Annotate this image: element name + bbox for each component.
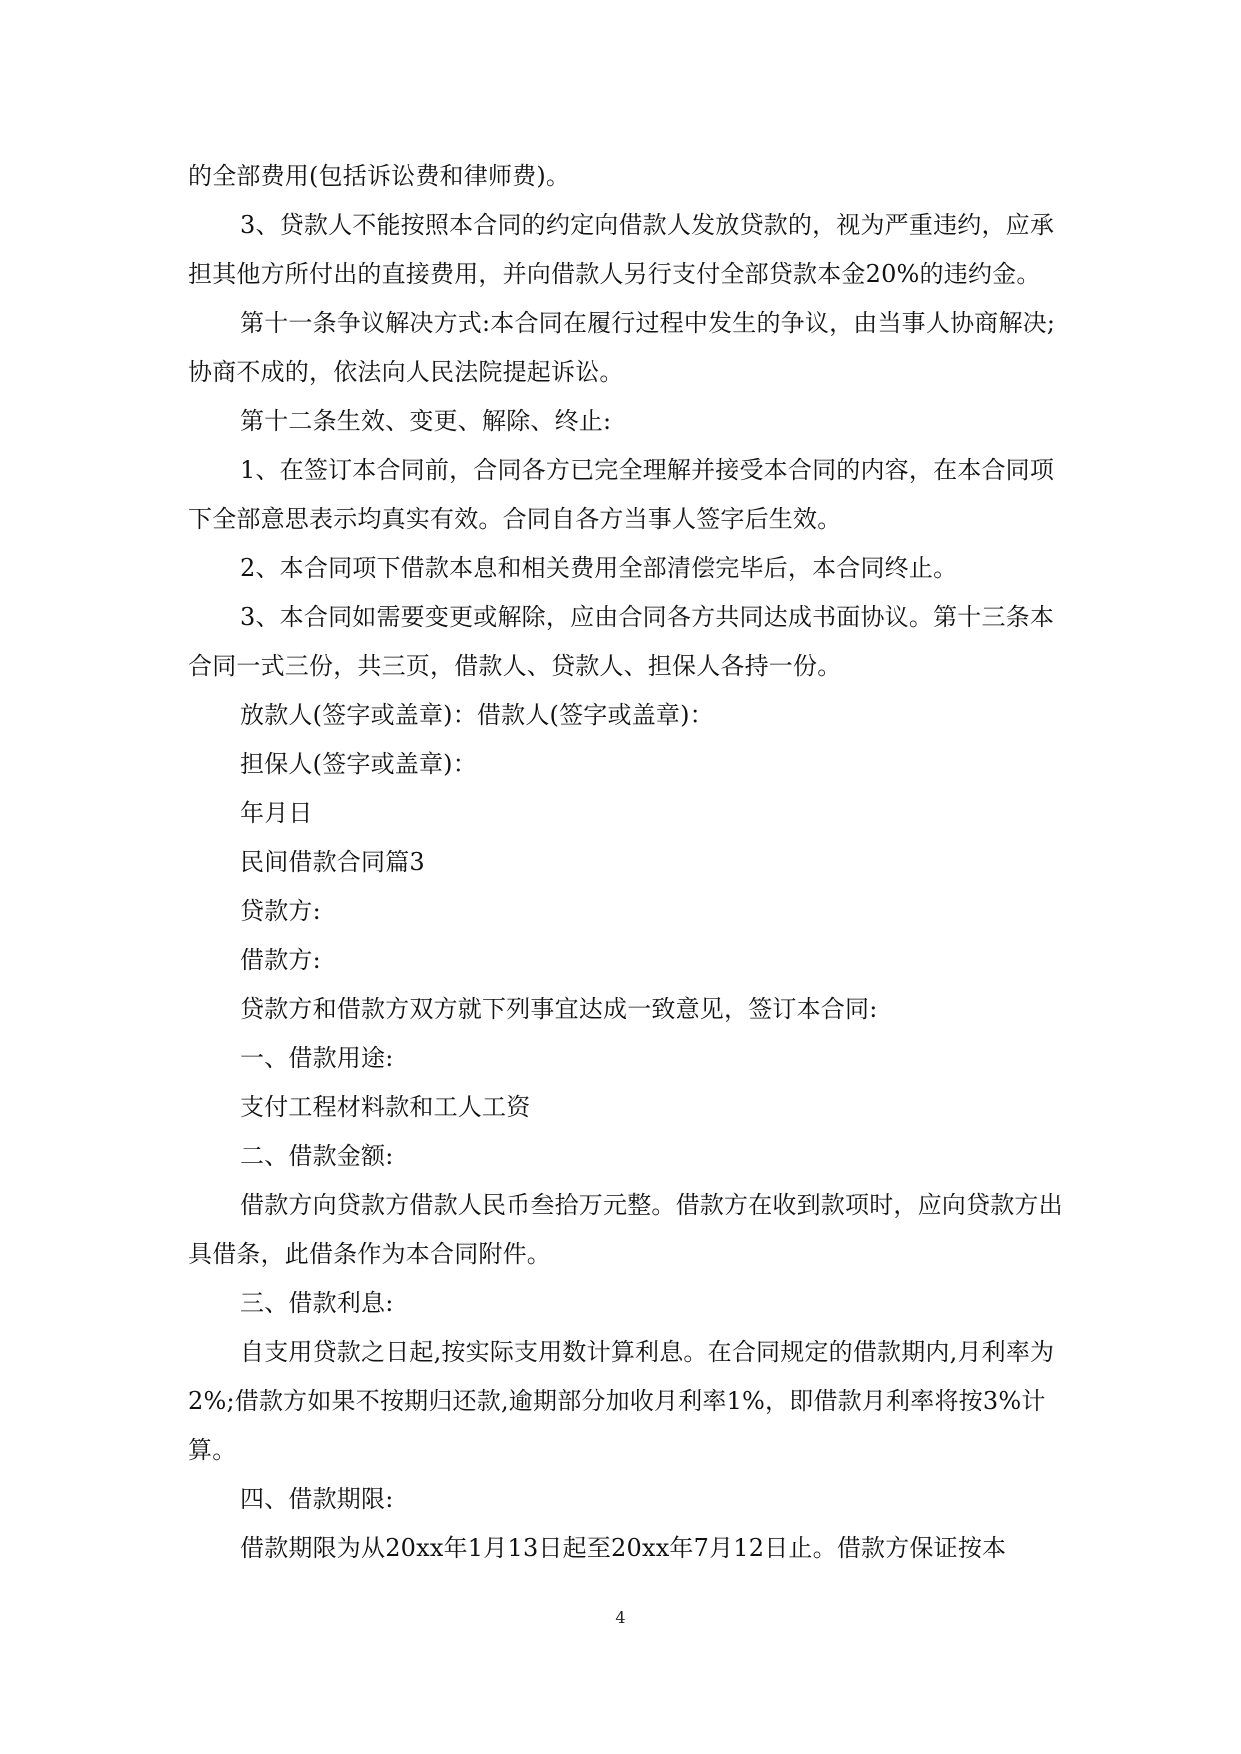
- signature-line-lender-borrower: 放款人(签字或盖章)：借款人(签字或盖章)：: [240, 701, 714, 729]
- section-title: 民间借款合同篇3: [240, 848, 425, 876]
- signature-line-guarantor: 担保人(签字或盖章)：: [240, 750, 477, 778]
- paragraph: 支付工程材料款和工人工资: [240, 1093, 531, 1121]
- page-number: 4: [615, 1608, 626, 1627]
- document-body: [188, 152, 1068, 1573]
- paragraph: 借款期限为从20xx年1月13日起至20xx年7月12日止。借款方保证按本: [240, 1534, 1007, 1562]
- clause-heading: 三、借款利息:: [240, 1289, 394, 1317]
- clause-heading: 一、借款用途:: [240, 1044, 394, 1072]
- paragraph: 第十一条争议解决方式:本合同在履行过程中发生的争议，由当事人协商解决;协商不成的，依法向人民法院提起诉讼。: [188, 309, 1056, 386]
- clause-heading: 二、借款金额:: [240, 1142, 394, 1170]
- paragraph: 第十二条生效、变更、解除、终止:: [240, 407, 612, 435]
- paragraph: 1、在签订本合同前，合同各方已完全理解并接受本合同的内容，在本合同项下全部意思表示均真实有效。合同自各方当事人签字后生效。: [188, 456, 1055, 533]
- lender-line: 贷款方:: [240, 897, 321, 925]
- paragraph: 3、贷款人不能按照本合同的约定向借款人发放贷款的，视为严重违约，应承担其他方所付出的直接费用，并向借款人另行支付全部贷款本金20%的违约金。: [188, 211, 1055, 288]
- paragraph: 借款方向贷款方借款人民币叁拾万元整。借款方在收到款项时，应向贷款方出具借条，此借条作为本合同附件。: [188, 1191, 1063, 1268]
- date-line: 年月日: [240, 799, 313, 827]
- paragraph: 贷款方和借款方双方就下列事宜达成一致意见，签订本合同:: [240, 995, 878, 1023]
- paragraph: 2、本合同项下借款本息和相关费用全部清偿完毕后，本合同终止。: [240, 554, 958, 582]
- paragraph: 3、本合同如需要变更或解除，应由合同各方共同达成书面协议。第十三条本合同一式三份，共三页，借款人、贷款人、担保人各持一份。: [188, 603, 1055, 680]
- borrower-line: 借款方:: [240, 946, 321, 974]
- paragraph: 的全部费用(包括诉讼费和律师费)。: [188, 162, 571, 190]
- paragraph: 自支用贷款之日起,按实际支用数计算利息。在合同规定的借款期内,月利率为2%;借款方如果不按期归还款,逾期部分加收月利率1%，即借款月利率将按3%计算。: [188, 1338, 1055, 1464]
- clause-heading: 四、借款期限:: [240, 1485, 394, 1513]
